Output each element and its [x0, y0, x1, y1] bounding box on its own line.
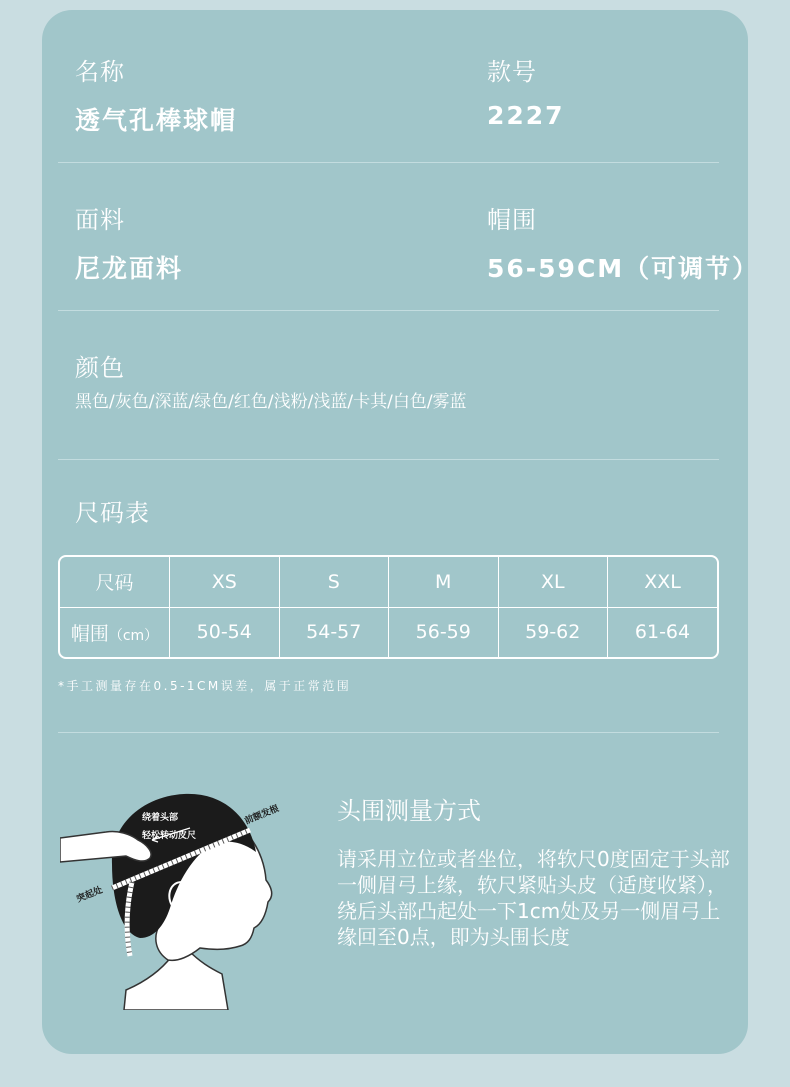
label-front: 前额发根: [243, 804, 281, 827]
color-label: 颜色: [75, 354, 125, 382]
circumference-value: 56-59CM（可调节）: [487, 254, 760, 283]
divider: [58, 162, 719, 163]
size-table: [58, 555, 719, 659]
measurement-note: *手工测量存在0.5-1CM误差，属于正常范围: [58, 679, 352, 693]
colors-list: 黑色/灰色/深蓝/绿色/红色/浅粉/浅蓝/卡其/白色/雾蓝: [75, 392, 467, 412]
size-cell: S: [279, 557, 389, 607]
head-measurement-illustration: [60, 778, 305, 1010]
size-cell: XXL: [608, 557, 718, 607]
size-header-label: 尺码: [60, 557, 170, 607]
divider: [58, 310, 719, 311]
material-value: 尼龙面料: [75, 254, 184, 283]
circumference-label: 帽围: [487, 206, 537, 234]
divider: [58, 732, 719, 733]
row-unit: （cm）: [108, 627, 159, 644]
circumference-row-label: [60, 607, 170, 657]
product-info-card: [42, 10, 760, 1054]
code-value: 2227: [487, 101, 565, 130]
size-cell: XS: [170, 557, 280, 607]
size-cell: M: [389, 557, 499, 607]
name-label: 名称: [75, 58, 125, 86]
label-bump: 突起处: [75, 885, 105, 905]
size-chart-title: 尺码表: [75, 499, 150, 527]
measurement-instructions: 请采用立位或者坐位，将软尺0度固定于头部一侧眉弓上缘，软尺紧贴头皮（适度收紧），绕后头部凸起处一下1cm处及另一侧眉弓上缘回至0点，即为头围长度: [337, 847, 730, 949]
material-label: 面料: [75, 206, 125, 234]
row-label-text: 帽围: [70, 622, 109, 645]
divider: [58, 459, 719, 460]
value-cell: 59-62: [498, 607, 608, 657]
table-row: [60, 607, 717, 657]
value-cell: 50-54: [170, 607, 280, 657]
table-row: [60, 557, 717, 607]
code-label: 款号: [487, 58, 537, 86]
label-rotate: 轻松转动皮尺: [142, 831, 197, 841]
label-wrap: 绕着头部: [142, 813, 179, 823]
size-cell: XL: [498, 557, 608, 607]
measurement-title: 头围测量方式: [337, 797, 481, 825]
value-cell: 56-59: [389, 607, 499, 657]
value-cell: 54-57: [279, 607, 389, 657]
name-value: 透气孔棒球帽: [75, 106, 238, 135]
value-cell: 61-64: [634, 621, 691, 644]
